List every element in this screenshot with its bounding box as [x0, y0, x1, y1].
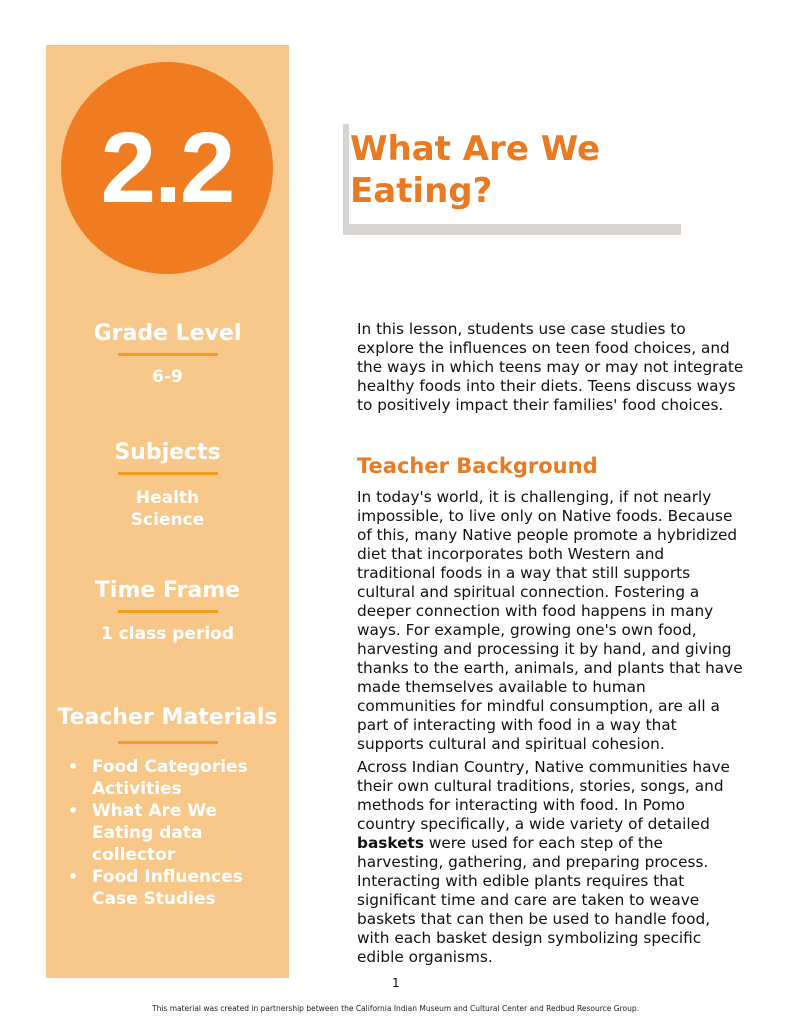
material-item: • What Are We Eating data collector [60, 800, 275, 866]
teacher-materials-section [46, 705, 289, 744]
teacher-materials-rule [118, 741, 218, 744]
lesson-number: 2.2 [100, 111, 234, 224]
time-frame-heading: Time Frame [94, 578, 241, 603]
subject-science: Science [130, 510, 205, 530]
page-number: 1 [392, 976, 400, 990]
teacher-materials-list [60, 756, 275, 910]
teacher-materials-heading: Teacher Materials [57, 705, 278, 730]
footer-credit: This material was created in partnership between the California Indian Museum and Cultural Center and Redbud Resource Group. [152, 1004, 639, 1013]
time-frame-rule [118, 610, 218, 613]
subjects-rule [118, 472, 218, 475]
para2-before: Across Indian Country, Native communities have their own cultural traditions, stories, songs, and methods for interacting with food. In Pomo country specifically, a wide variety of detailed [357, 758, 730, 833]
subjects-heading: Subjects [114, 440, 221, 465]
background-paragraph-1 [357, 488, 747, 754]
para2-after: were used for each step of the harvesting, gathering, and preparing process. Interacting with edible plants requires that significant time and care are taken to weave baskets that can then be used to handle food, with each basket design symbolizing specific edible organisms. [357, 834, 711, 966]
intro-text: In this lesson, students use case studies to explore the influences on teen food choices, and the ways in which teens may or may not integrate healthy foods into their diets. Teens discuss ways to positively impact their families' food choices. [357, 320, 744, 414]
material-item: • Food Influences Case Studies [60, 866, 275, 910]
grade-level-rule [118, 353, 218, 356]
subject-health: Health [135, 488, 200, 508]
time-frame-section [46, 578, 289, 645]
subjects-section [46, 440, 289, 531]
background-text-1: In today's world, it is challenging, if not nearly impossible, to live only on Native foods. Because of this, many Native people promote a hybridized diet that incorporates both Western and traditional foods in a way that still supports cultural and spiritual connection. Fostering a deeper connection with food happens in many ways. For example, growing one's own food, harvesting and processing it by hand, and giving thanks to the earth, animals, and plants that have made themselves available to human communities for mindful consumption, are all a part of interacting with food in a way that supports cultural and spiritual cohesion. [357, 488, 743, 753]
teacher-background-heading: Teacher Background [357, 454, 598, 478]
grade-level-heading: Grade Level [93, 321, 242, 346]
background-paragraph-2 [357, 758, 747, 967]
title-line-2: Eating? [350, 171, 493, 211]
background-text-2 [357, 758, 747, 967]
grade-level-value: 6-9 [152, 367, 183, 387]
intro-paragraph [357, 320, 747, 415]
material-item: • Food Categories Activities [60, 756, 275, 800]
grade-level-section [46, 321, 289, 388]
page-title [350, 128, 680, 212]
time-frame-value: 1 class period [100, 624, 235, 644]
baskets-term: baskets [357, 834, 424, 852]
title-line-1: What Are We [350, 129, 601, 169]
